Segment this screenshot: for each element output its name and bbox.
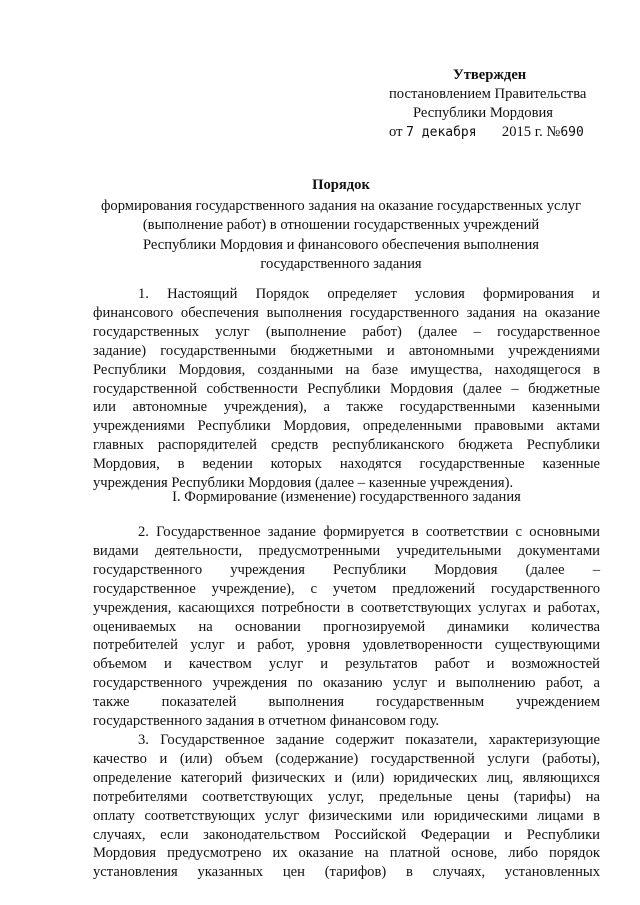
title-line: Республики Мордовия и финансового обеспечения выполнения — [143, 236, 539, 253]
title-heading: Порядок — [312, 177, 370, 193]
approval-stamp — [385, 66, 615, 142]
paragraph-line: оцениваемых на основании прогнозируемой динамики количества — [93, 618, 600, 635]
section-heading: I. Формирование (изменение) государственного задания — [172, 489, 521, 505]
approval-line-republic: Республики Мордовия — [413, 105, 554, 121]
paragraph-line: установления указанных цен (тарифов) в случаях, установленных — [93, 864, 600, 881]
paragraph-line: государственного учреждения Республики Мордовия (далее – — [93, 561, 600, 578]
paragraph-line: государственное учреждение), с учетом предложений государственного — [93, 580, 600, 597]
paragraph-line: случаях, если законодательством Российской Федерации и Республики — [93, 826, 600, 843]
paragraph-line: объемом и качеством услуг и результатов работ и возможностей — [93, 656, 600, 673]
approval-date-suffix: 2015 г. № — [501, 124, 561, 140]
paragraph-line: качество и (или) объем (содержание) государственной услуги (работы), — [93, 750, 600, 767]
paragraph-line: государственного задания в отчетном финансовом году. — [93, 713, 440, 730]
title-line: государственного задания — [260, 256, 422, 272]
paragraph-line: учреждения Республики Мордовия (далее – казенные учреждения). — [93, 475, 514, 492]
paragraph-line: Республики Мордовия, созданными на базе имущества, находящегося в — [93, 361, 600, 378]
paragraph-line: видами деятельности, предусмотренными учредительными документами — [93, 542, 600, 559]
approval-title: Утвержден — [453, 67, 527, 83]
paragraph-line: Мордовия предусмотрено их оказание на платной основе, либо порядок — [93, 845, 600, 862]
approval-line-decree: постановлением Правительства — [389, 86, 587, 102]
paragraph-line: главных распорядителей средств республиканского бюджета Республики — [93, 437, 600, 454]
title-line: (выполнение работ) в отношении государственных учреждений — [142, 217, 540, 233]
paragraph-line: задание) государственными бюджетными и автономными учреждениями — [93, 342, 600, 359]
paragraph-line: 3. Государственное задание содержит показатели, характеризующие — [138, 732, 600, 748]
approval-date-handwritten: 7 декабря — [406, 125, 477, 140]
paragraph-1 — [93, 285, 600, 493]
paragraph-line: потребителей услуг и работ, уровня удовлетворенности существующими — [93, 637, 600, 654]
paragraph-line: учреждениями Республики Мордовия, определенными правовыми актами — [93, 418, 600, 435]
approval-number-handwritten: 690 — [560, 125, 584, 140]
paragraph-line: определение категорий физических и (или) юридических лиц, являющихся — [93, 769, 600, 786]
paragraph-line: 2. Государственное задание формируется в соответствии с основными — [138, 524, 600, 540]
paragraph-line: государственного учреждения по оказанию услуг и выполнению работ, а — [93, 675, 600, 692]
paragraph-line: учреждения, касающихся потребности в соответствующих услугах и работах, — [93, 599, 600, 616]
document-title — [86, 176, 596, 275]
title-line: формирования государственного задания на оказание государственных услуг — [100, 197, 582, 214]
paragraph-line: финансового обеспечения выполнения государственного задания на оказание — [93, 304, 600, 321]
paragraph-line: потребителями соответствующих услуг, предельные цены (тарифы) на — [93, 788, 600, 805]
paragraph-line: государственной собственности Республики Мордовия (далее – бюджетные — [93, 380, 600, 397]
paragraph-line: 1. Настоящий Порядок определяет условия формирования и — [138, 286, 600, 302]
paragraph-line: оплату соответствующих услуг физическими или юридическими лицами в — [93, 807, 600, 824]
paragraph-line: также показателей выполнения государственным учреждением — [93, 694, 600, 711]
paragraph-line: государственных услуг (выполнение работ) (далее – государственное — [93, 323, 600, 340]
paragraph-line: или автономные учреждения), а также государственными казенными — [93, 399, 600, 416]
paragraph-line: Мордовия, в ведении которых находятся государственные казенные — [93, 456, 600, 473]
approval-date-line — [385, 123, 615, 142]
approval-date-prefix: от — [389, 124, 403, 140]
paragraph-2 — [93, 523, 600, 731]
paragraph-3 — [93, 731, 600, 882]
